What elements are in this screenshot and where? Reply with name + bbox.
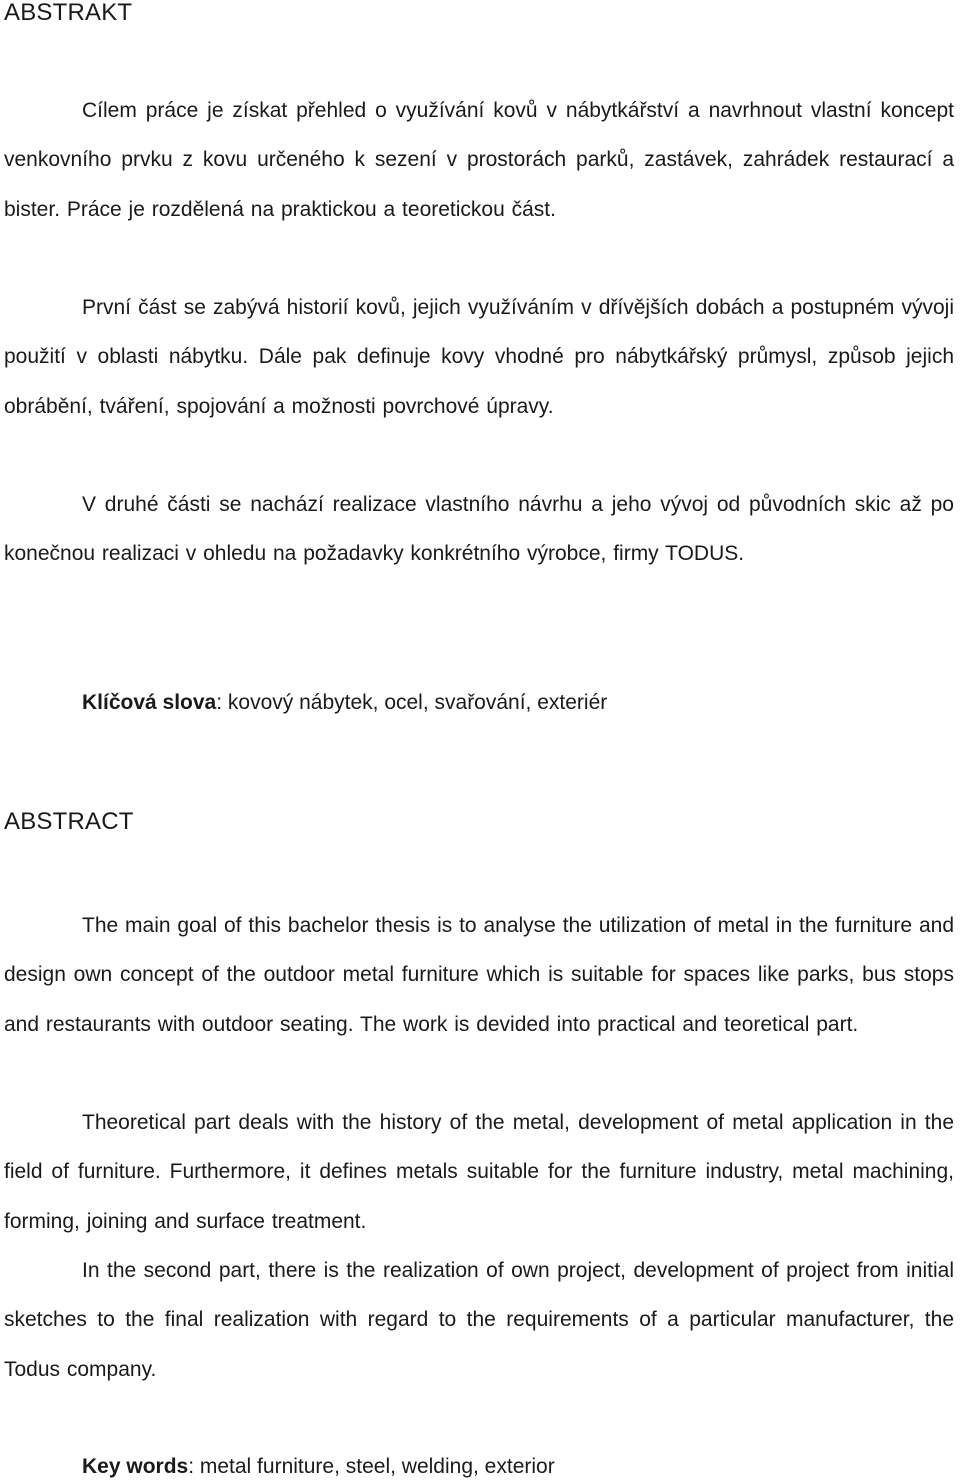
czech-paragraph-1: Cílem práce je získat přehled o využívání kovů v nábytkářství a navrhnout vlastní koncept venkovního prvku z kovu určeného k sezení v prostorách parků, zastávek, zahrádek restaurací a bister. Práce je rozdělená na praktickou a teoretickou část. [4,99,954,221]
english-paragraph-2: Theoretical part deals with the history of the metal, development of metal application in the field of furniture. Furthermore, it defines metals suitable for the furniture industry, metal machining, forming, joining and surface treatment. [4,1111,954,1233]
czech-paragraph-3: V druhé části se nachází realizace vlastního návrhu a jeho vývoj od původních skic až po konečnou realizaci v ohledu na požadavky konkrétního výrobce, firmy TODUS. [4,493,954,566]
english-abstract-heading: ABSTRACT [4,808,134,835]
english-keywords [82,1452,555,1482]
english-keywords-label: Key words [82,1455,189,1478]
czech-paragraph-2: První část se zabývá historií kovů, jejich využíváním v dřívějších dobách a postupném vývoji použití v oblasti nábytku. Dále pak definuje kovy vhodné pro nábytkářský průmysl, způsob jejich obrábění, tváření, spojování a možnosti povrchové úpravy. [4,296,954,418]
english-keywords-value: : metal furniture, steel, welding, exterior [188,1455,555,1478]
czech-keywords-label: Klíčová slova [82,691,217,714]
english-paragraph-3: In the second part, there is the realization of own project, development of project from initial sketches to the final realization with regard to the requirements of a particular manufacturer, the Todus company. [4,1259,954,1381]
czech-keywords [82,688,607,718]
czech-abstract-heading: ABSTRAKT [4,0,133,26]
czech-keywords-value: : kovový nábytek, ocel, svařování, exteriér [216,691,608,714]
english-paragraph-1: The main goal of this bachelor thesis is to analyse the utilization of metal in the furniture and design own concept of the outdoor metal furniture which is suitable for spaces like parks, bus stops and restaurants with outdoor seating. The work is devided into practical and teoretical part. [4,914,954,1036]
